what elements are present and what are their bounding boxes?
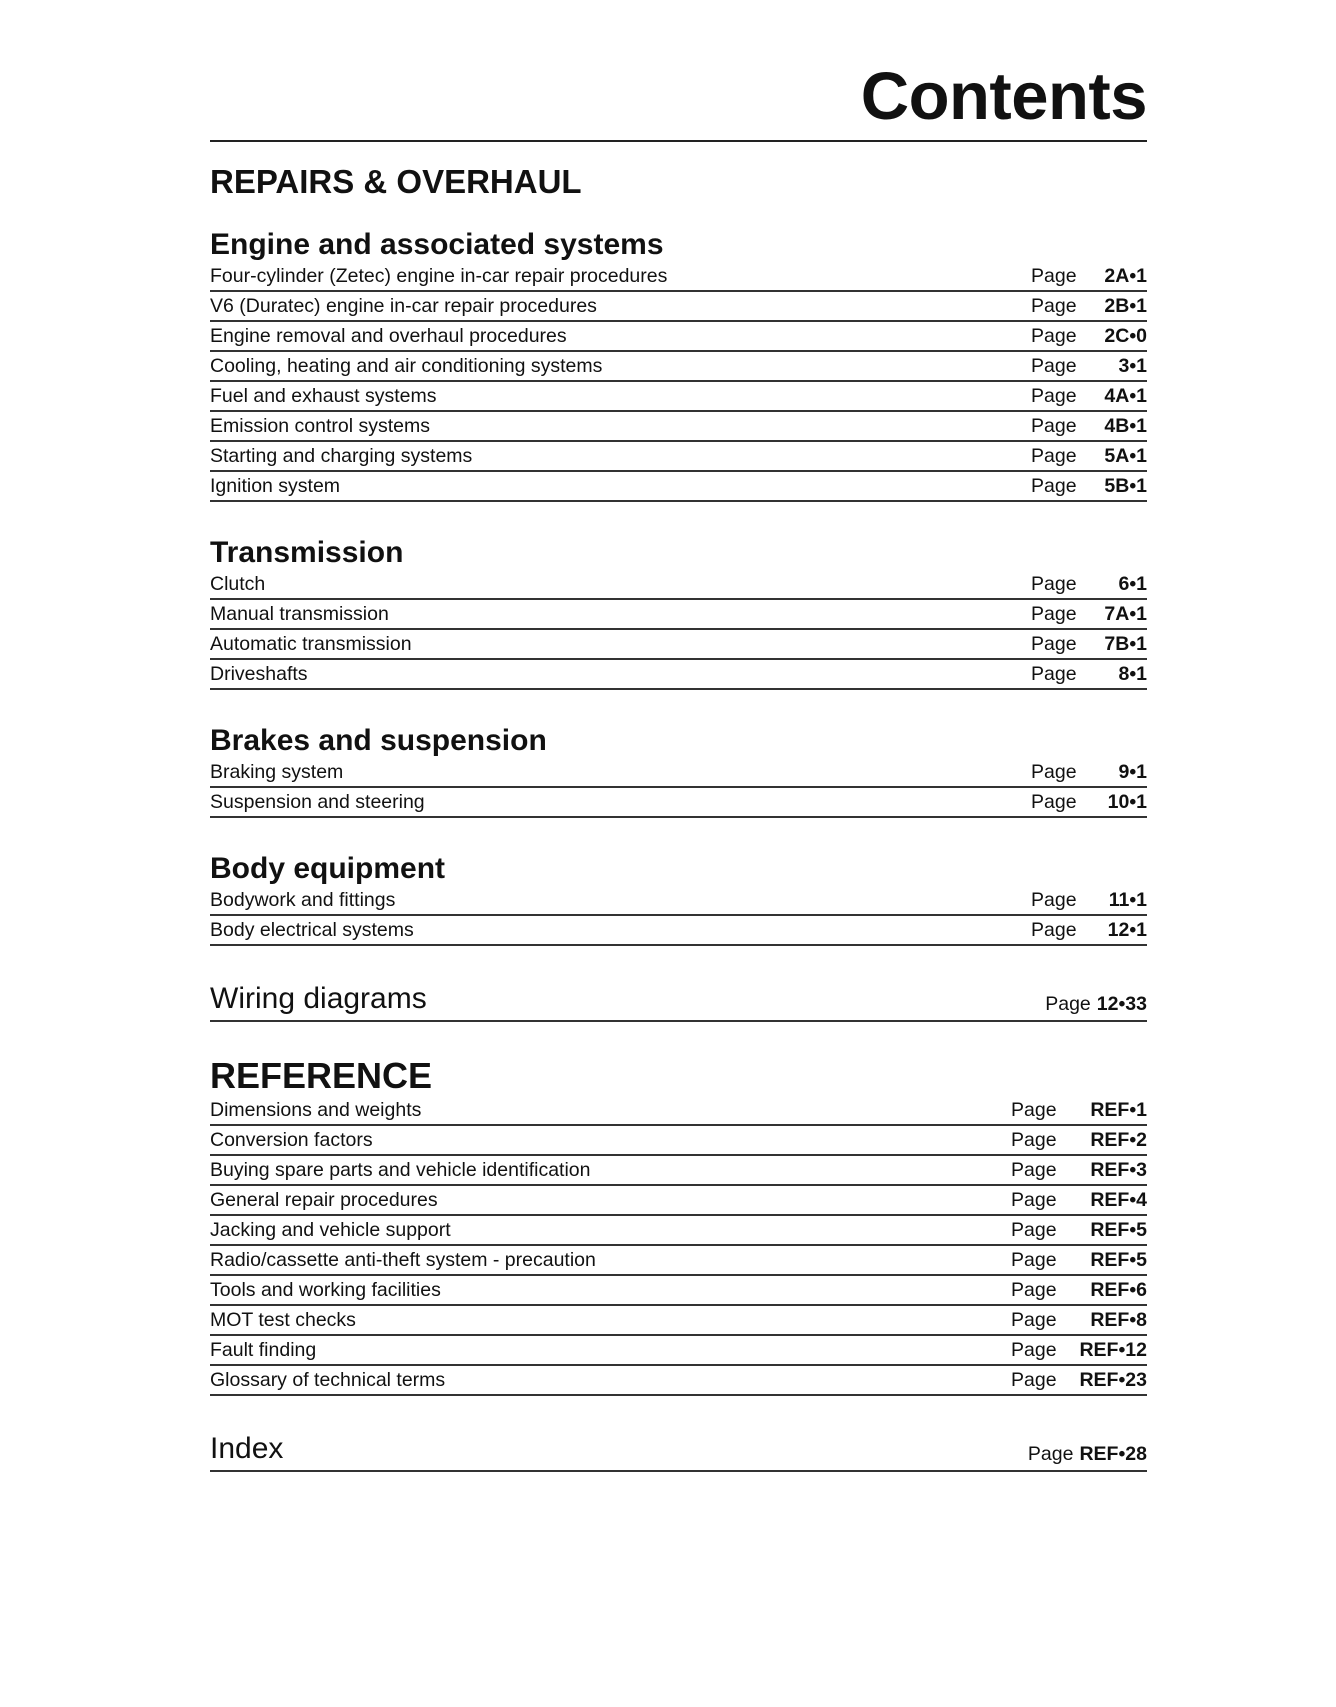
toc-entry-label: Starting and charging systems	[210, 445, 473, 467]
toc-entry[interactable]	[210, 442, 1147, 472]
toc-entry-label: Body electrical systems	[210, 919, 414, 941]
page-number: REF•1	[1090, 1099, 1147, 1121]
toc-entry[interactable]	[210, 1186, 1147, 1216]
toc-entry[interactable]	[210, 262, 1147, 292]
index-label: Index	[210, 1432, 284, 1465]
page-number: 9•1	[1118, 761, 1147, 783]
page-number: REF•28	[1079, 1443, 1147, 1465]
page-word: Page	[1031, 633, 1077, 655]
toc-entry-label: Manual transmission	[210, 603, 389, 625]
page-word: Page	[1011, 1249, 1057, 1271]
page-number: 2C•0	[1104, 325, 1147, 347]
toc-entry-label: Fuel and exhaust systems	[210, 385, 437, 407]
toc-entry[interactable]	[210, 758, 1147, 788]
page-word: Page	[1031, 355, 1077, 377]
toc-entry-label: Buying spare parts and vehicle identification	[210, 1159, 591, 1181]
toc-entry-label: Jacking and vehicle support	[210, 1219, 451, 1241]
toc-entry[interactable]	[210, 292, 1147, 322]
toc-entry-label: Clutch	[210, 573, 266, 595]
section-title-transmission: Transmission	[210, 536, 404, 569]
toc-entry[interactable]	[210, 352, 1147, 382]
page-number: REF•3	[1090, 1159, 1147, 1181]
toc-entry[interactable]	[210, 1126, 1147, 1156]
toc-entry[interactable]	[210, 630, 1147, 660]
toc-entry-label: General repair procedures	[210, 1189, 438, 1211]
part-title-repairs: REPAIRS & OVERHAUL	[210, 163, 582, 200]
page-number: REF•5	[1090, 1249, 1147, 1271]
page-number: 12•33	[1096, 993, 1147, 1015]
page-word: Page	[1031, 415, 1077, 437]
page-number: REF•6	[1090, 1279, 1147, 1301]
page-number: 6•1	[1118, 573, 1147, 595]
toc-list-body	[210, 886, 1147, 946]
page-word: Page	[1031, 475, 1077, 497]
page-number: 4A•1	[1104, 385, 1147, 407]
page-word: Page	[1031, 573, 1077, 595]
toc-entry-label: Cooling, heating and air conditioning systems	[210, 355, 603, 377]
page-number: 10•1	[1107, 791, 1147, 813]
page-number: REF•2	[1090, 1129, 1147, 1151]
page-word: Page	[1031, 663, 1077, 685]
page-word: Page	[1011, 1369, 1057, 1391]
toc-list-engine	[210, 262, 1147, 502]
section-title-body: Body equipment	[210, 852, 446, 885]
contents-page	[210, 0, 1147, 1472]
toc-entry[interactable]	[210, 916, 1147, 946]
section-title-brakes: Brakes and suspension	[210, 724, 547, 757]
page-number: 3•1	[1118, 355, 1147, 377]
toc-entry[interactable]	[210, 600, 1147, 630]
page-number: REF•4	[1090, 1189, 1147, 1211]
toc-entry-label: Driveshafts	[210, 663, 308, 685]
page-word: Page	[1011, 1219, 1057, 1241]
toc-entry[interactable]	[210, 412, 1147, 442]
page-word: Page	[1031, 791, 1077, 813]
page-number: 2B•1	[1104, 295, 1147, 317]
toc-entry-label: Radio/cassette anti-theft system - precaution	[210, 1249, 596, 1271]
toc-entry[interactable]	[210, 1216, 1147, 1246]
page-word: Page	[1031, 761, 1077, 783]
page-word: Page	[1031, 603, 1077, 625]
toc-entry-label: V6 (Duratec) engine in-car repair procedures	[210, 295, 597, 317]
page-number: REF•12	[1079, 1339, 1147, 1361]
page-word: Page	[1031, 265, 1077, 287]
toc-entry-label: Tools and working facilities	[210, 1279, 441, 1301]
page-word: Page	[1011, 1129, 1057, 1151]
toc-entry-label: Ignition system	[210, 475, 341, 497]
toc-entry[interactable]	[210, 1306, 1147, 1336]
toc-entry-label: Dimensions and weights	[210, 1099, 422, 1121]
page-number: REF•8	[1090, 1309, 1147, 1331]
page-word: Page	[1011, 1099, 1057, 1121]
page-number: 4B•1	[1104, 415, 1147, 437]
wiring-label: Wiring diagrams	[210, 982, 427, 1015]
page-number: 8•1	[1118, 663, 1147, 685]
toc-entry[interactable]	[210, 472, 1147, 502]
page-word: Page	[1031, 919, 1077, 941]
toc-entry-label: Fault finding	[210, 1339, 317, 1361]
page-number: REF•23	[1079, 1369, 1147, 1391]
page-word: Page	[1011, 1189, 1057, 1211]
toc-entry-label: Emission control systems	[210, 415, 430, 437]
page-word: Page	[1031, 385, 1077, 407]
title-divider	[210, 140, 1147, 142]
toc-entry-label: Engine removal and overhaul procedures	[210, 325, 567, 347]
toc-entry[interactable]	[210, 382, 1147, 412]
toc-entry[interactable]	[210, 1246, 1147, 1276]
toc-entry-label: MOT test checks	[210, 1309, 356, 1331]
page-number: 5A•1	[1104, 445, 1147, 467]
toc-entry-wiring[interactable]	[210, 976, 1147, 1022]
toc-entry[interactable]	[210, 886, 1147, 916]
page-word: Page	[1031, 325, 1077, 347]
toc-entry-label: Four-cylinder (Zetec) engine in-car repair procedures	[210, 265, 668, 287]
page-word: Page	[1011, 1309, 1057, 1331]
page-number: 2A•1	[1104, 265, 1147, 287]
toc-entry[interactable]	[210, 322, 1147, 352]
page-number: 11•1	[1108, 889, 1147, 911]
section-title-engine: Engine and associated systems	[210, 228, 664, 261]
page-number: 7A•1	[1104, 603, 1147, 625]
page-number: 5B•1	[1104, 475, 1147, 497]
part-title-reference: REFERENCE	[210, 1055, 433, 1096]
page-title: Contents	[860, 59, 1147, 134]
toc-entry-label: Suspension and steering	[210, 791, 425, 813]
page-word: Page	[1027, 1443, 1074, 1465]
toc-entry[interactable]	[210, 788, 1147, 818]
toc-list-transmission	[210, 570, 1147, 690]
toc-entry[interactable]	[210, 570, 1147, 600]
page-word: Page	[1031, 445, 1077, 467]
toc-list-brakes	[210, 758, 1147, 818]
toc-entry[interactable]	[210, 1156, 1147, 1186]
page-word: Page	[1045, 993, 1091, 1015]
page-word: Page	[1031, 889, 1077, 911]
toc-entry-label: Automatic transmission	[210, 633, 412, 655]
toc-list-reference	[210, 1096, 1147, 1396]
page-word: Page	[1031, 295, 1077, 317]
page-number: 7B•1	[1104, 633, 1147, 655]
page-word: Page	[1011, 1279, 1057, 1301]
toc-entry[interactable]	[210, 660, 1147, 690]
page-number: 12•1	[1107, 919, 1147, 941]
toc-entry-label: Braking system	[210, 761, 344, 783]
toc-entry[interactable]	[210, 1336, 1147, 1366]
toc-entry[interactable]	[210, 1276, 1147, 1306]
toc-entry[interactable]	[210, 1366, 1147, 1396]
toc-entry[interactable]	[210, 1096, 1147, 1126]
toc-entry-label: Glossary of technical terms	[210, 1369, 446, 1391]
page-word: Page	[1011, 1159, 1057, 1181]
page-number: REF•5	[1090, 1219, 1147, 1241]
toc-entry-index[interactable]	[210, 1426, 1147, 1472]
toc-entry-label: Bodywork and fittings	[210, 889, 396, 911]
toc-entry-label: Conversion factors	[210, 1129, 373, 1151]
page-word: Page	[1011, 1339, 1057, 1361]
